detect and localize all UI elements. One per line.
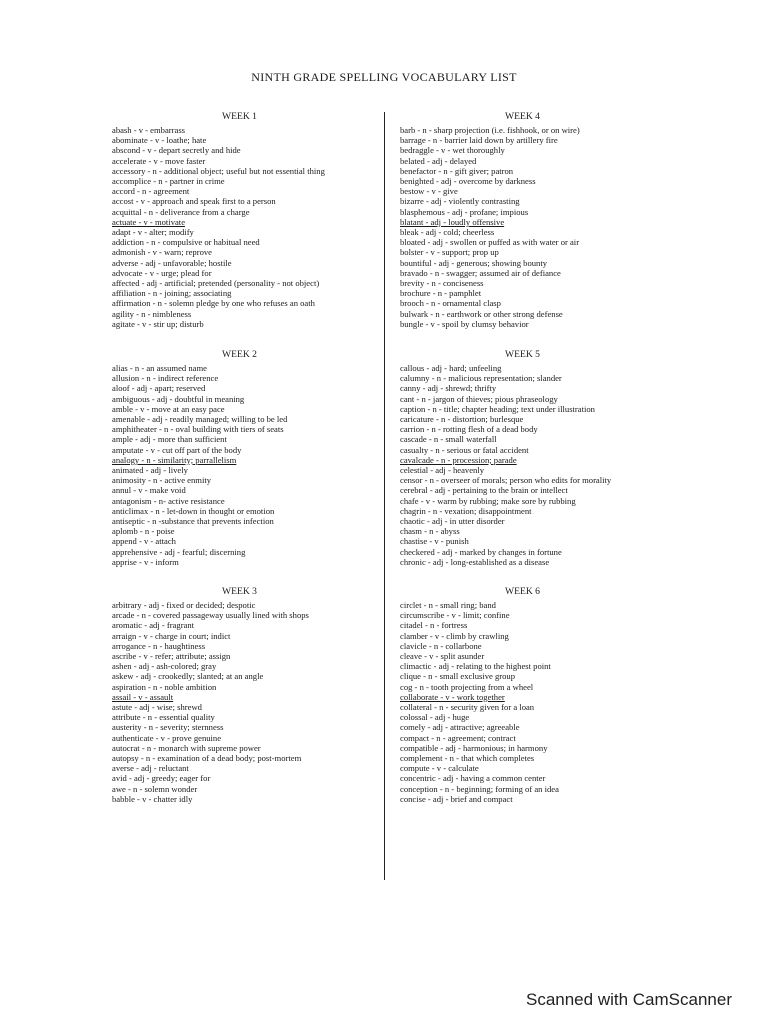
vocabulary-entry: barrage - n - barrier laid down by artillery fire xyxy=(400,135,558,146)
vocabulary-entry: chronic - adj - long-established as a disease xyxy=(400,556,550,567)
vocabulary-entry: bulwark - n - earthwork or other strong defense xyxy=(400,308,563,319)
vocabulary-entry: colossal - adj - huge xyxy=(400,712,470,723)
vocabulary-entry: censor - n - overseer of morals; person who edits for morality xyxy=(400,475,612,486)
vocabulary-entry: chafe - v - warm by rubbing; make sore by rubbing xyxy=(400,495,576,506)
vocabulary-entry: chasm - n - abyss xyxy=(400,526,460,537)
vocabulary-entry: advocate - v - urge; plead for xyxy=(112,267,212,278)
week-heading: WEEK 2 xyxy=(222,349,257,360)
vocabulary-entry: animosity - n - active enmity xyxy=(112,475,212,486)
vocabulary-entry: arraign - v - charge in court; indict xyxy=(112,630,231,641)
vocabulary-entry: clavicle - n - collarbone xyxy=(400,640,482,651)
vocabulary-entry: abash - v - embarrass xyxy=(112,125,186,135)
vocabulary-entry: attribute - n - essential quality xyxy=(112,712,215,723)
vocabulary-entry: climactic - adj - relating to the highest point xyxy=(400,661,551,672)
vocabulary-entry: admonish - v - warn; reprove xyxy=(112,247,212,258)
vocabulary-entry: arrogance - n - haughtiness xyxy=(112,640,206,651)
vocabulary-entry: apprise - v - inform xyxy=(112,556,179,567)
vocabulary-entry: clique - n - small exclusive group xyxy=(400,671,516,682)
vocabulary-entry: ambiguous - adj - doubtful in meaning xyxy=(112,393,245,404)
vocabulary-entry: canny - adj - shrewd; thrifty xyxy=(400,383,497,394)
vocabulary-entry: avid - adj - greedy; eager for xyxy=(112,773,211,784)
vocabulary-entry: bedraggle - v - wet thoroughly xyxy=(400,145,505,156)
vocabulary-entry: citadel - n - fortress xyxy=(400,620,468,631)
vocabulary-entry: brooch - n - ornamental clasp xyxy=(400,298,501,309)
vocabulary-entry: accost - v - approach and speak first to a person xyxy=(112,196,276,207)
vocabulary-entry: assail - v - assault xyxy=(112,691,174,702)
week-heading: WEEK 1 xyxy=(222,111,257,122)
vocabulary-entry: bravado - n - swagger; assumed air of defiance xyxy=(400,267,561,278)
vocabulary-entry: amenable - adj - readily managed; willing to be led xyxy=(112,414,288,424)
vocabulary-entry: aplomb - n - poise xyxy=(112,526,175,537)
vocabulary-entry: calumny - n - malicious representation; slander xyxy=(400,373,562,384)
vocabulary-entry: benefactor - n - gift giver; patron xyxy=(400,165,514,176)
vocabulary-entry: allusion - n - indirect reference xyxy=(112,373,219,384)
scanner-watermark: Scanned with CamScanner xyxy=(525,990,732,1009)
vocabulary-entry: celestial - adj - heavenly xyxy=(400,465,484,475)
column-divider xyxy=(384,112,385,880)
vocabulary-entry: chaotic - adj - in utter disorder xyxy=(400,516,505,526)
vocabulary-entry: arcade - n - covered passageway usually lined with shops xyxy=(112,610,309,621)
vocabulary-entry: austerity - n - severity; sternness xyxy=(112,722,224,733)
vocabulary-entry: clamber - v - climb by crawling xyxy=(400,630,509,641)
vocabulary-entry: collateral - n - security given for a loan xyxy=(400,702,535,712)
vocabulary-entry: analogy - n - similarity; parrallelism xyxy=(112,454,237,465)
vocabulary-entry: anticlimax - n - let-down in thought or emotion xyxy=(112,505,275,516)
vocabulary-entry: compatible - adj - harmonious; in harmony xyxy=(400,742,548,753)
vocabulary-entry: casualty - n - serious or fatal accident xyxy=(400,444,529,455)
vocabulary-entry: cant - n - jargon of thieves; pious phraseology xyxy=(400,393,558,404)
vocabulary-entry: ample - adj - more than sufficient xyxy=(112,434,227,445)
vocabulary-entry: ashen - adj - ash-colored; gray xyxy=(112,661,217,672)
vocabulary-entry: amputate - v - cut off part of the body xyxy=(112,444,242,455)
vocabulary-entry: caption - n - title; chapter heading; text under illustration xyxy=(400,403,595,414)
vocabulary-entry: averse - adj - reluctant xyxy=(112,763,189,774)
vocabulary-entry: aromatic - adj - fragrant xyxy=(112,620,195,631)
vocabulary-entry: accelerate - v - move faster xyxy=(112,155,206,166)
vocabulary-entry: bloated - adj - swollen or puffed as with water or air xyxy=(400,237,580,248)
vocabulary-entry: antiseptic - n -substance that prevents infection xyxy=(112,516,274,526)
week-heading: WEEK 3 xyxy=(222,586,257,597)
vocabulary-entry: belated - adj - delayed xyxy=(400,155,477,166)
vocabulary-entry: accomplice - n - partner in crime xyxy=(112,176,225,186)
vocabulary-entry: affected - adj - artificial; pretended (personality - not object) xyxy=(112,278,320,288)
vocabulary-entry: cerebral - adj - pertaining to the brain or intellect xyxy=(400,485,568,496)
vocabulary-entry: circlet - n - small ring; band xyxy=(400,600,496,610)
vocabulary-entry: actuate - v - motivate xyxy=(112,216,186,227)
vocabulary-entry: bungle - v - spoil by clumsy behavior xyxy=(400,318,529,329)
vocabulary-entry: arbitrary - adj - fixed or decided; despotic xyxy=(112,600,256,610)
vocabulary-entry: awe - n - solemn wonder xyxy=(112,783,198,794)
vocabulary-entry: concentric - adj - having a common center xyxy=(400,773,546,784)
vocabulary-entry: ascribe - v - refer; attribute; assign xyxy=(112,651,231,661)
vocabulary-entry: cavalcade - n - procession; parade xyxy=(400,454,517,465)
vocabulary-entry: checkered - adj - marked by changes in fortune xyxy=(400,546,562,557)
vocabulary-entry: adapt - v - alter; modify xyxy=(112,227,194,237)
vocabulary-entry: bountiful - adj - generous; showing bounty xyxy=(400,257,548,268)
vocabulary-entry: babble - v - chatter idly xyxy=(112,793,193,804)
vocabulary-entry: chastise - v - punish xyxy=(400,536,469,547)
vocabulary-entry: agility - n - nimbleness xyxy=(112,308,192,319)
vocabulary-entry: alias - n - an assumed name xyxy=(112,363,207,373)
vocabulary-entry: compute - v - calculate xyxy=(400,763,479,774)
vocabulary-entry: append - v - attach xyxy=(112,536,176,547)
vocabulary-entry: bleak - adj - cold; cheerless xyxy=(400,227,495,237)
vocabulary-entry: agitate - v - stir up; disturb xyxy=(112,318,204,329)
vocabulary-entry: affiliation - n - joining; associating xyxy=(112,288,232,299)
vocabulary-entry: complement - n - that which completes xyxy=(400,753,535,763)
week-heading: WEEK 6 xyxy=(505,586,540,597)
vocabulary-entry: caricature - n - distortion; burlesque xyxy=(400,414,524,424)
vocabulary-entry: affirmation - n - solemn pledge by one who refuses an oath xyxy=(112,298,315,309)
vocabulary-entry: amble - v - move at an easy pace xyxy=(112,403,225,414)
vocabulary-entry: astute - adj - wise; shrewd xyxy=(112,702,202,712)
vocabulary-entry: blasphemous - adj - profane; impious xyxy=(400,206,529,217)
vocabulary-entry: annul - v - make void xyxy=(112,485,186,496)
vocabulary-entry: concise - adj - brief and compact xyxy=(400,793,513,804)
vocabulary-entry: aspiration - n - noble ambition xyxy=(112,681,217,692)
vocabulary-entry: conception - n - beginning; forming of an idea xyxy=(400,783,559,794)
vocabulary-entry: apprehensive - adj - fearful; discerning xyxy=(112,546,246,557)
vocabulary-entry: bestow - v - give xyxy=(400,186,458,197)
vocabulary-entry: cleave - v - split asunder xyxy=(400,651,485,661)
vocabulary-entry: collaborate - v - work together xyxy=(400,691,505,702)
week-heading: WEEK 5 xyxy=(505,349,540,360)
week-heading: WEEK 4 xyxy=(505,111,540,122)
page-title: NINTH GRADE SPELLING VOCABULARY LIST xyxy=(251,70,517,84)
vocabulary-entry: bizarre - adj - violently contrasting xyxy=(400,196,520,207)
vocabulary-entry: carrion - n - rotting flesh of a dead body xyxy=(400,424,538,435)
vocabulary-entry: autopsy - n - examination of a dead body; post-mortem xyxy=(112,753,302,763)
vocabulary-entry: brevity - n - conciseness xyxy=(400,278,484,288)
vocabulary-entry: acquittal - n - deliverance from a charge xyxy=(112,206,250,217)
vocabulary-entry: accessory - n - additional object; useful but not essential thing xyxy=(112,165,325,176)
vocabulary-entry: barb - n - sharp projection (i.e. fishhook, or on wire) xyxy=(400,125,580,135)
vocabulary-entry: addiction - n - compulsive or habitual need xyxy=(112,237,260,248)
vocabulary-entry: abscond - v - depart secretly and hide xyxy=(112,145,241,156)
vocabulary-entry: blatant - adj - loudly offensive xyxy=(400,216,505,227)
vocabulary-entry: compact - n - agreement; contract xyxy=(400,732,516,743)
vocabulary-entry: abominate - v - loathe; hate xyxy=(112,135,207,146)
vocabulary-entry: antagonism - n- active resistance xyxy=(112,495,225,506)
vocabulary-entry: brochure - n - pamphlet xyxy=(400,288,482,299)
vocabulary-entry: askew - adj - crookedly; slanted; at an angle xyxy=(112,671,264,682)
vocabulary-entry: comely - adj - attractive; agreeable xyxy=(400,722,520,733)
vocabulary-entry: adverse - adj - unfavorable; hostile xyxy=(112,257,232,268)
vocabulary-entry: authenticate - v - prove genuine xyxy=(112,732,222,743)
vocabulary-entry: aloof - adj - apart; reserved xyxy=(112,383,206,394)
vocabulary-entry: chagrin - n - vexation; disappointment xyxy=(400,505,532,516)
vocabulary-entry: amphitheater - n - oval building with tiers of seats xyxy=(112,424,284,435)
vocabulary-entry: cog - n - tooth projecting from a wheel xyxy=(400,681,534,692)
vocabulary-entry: accord - n - agreement xyxy=(112,186,190,197)
vocabulary-entry: circumscribe - v - limit; confine xyxy=(400,610,510,621)
vocabulary-entry: animated - adj - lively xyxy=(112,465,188,475)
vocabulary-entry: benighted - adj - overcome by darkness xyxy=(400,176,536,186)
vocabulary-entry: bolster - v - support; prop up xyxy=(400,247,499,258)
vocabulary-entry: callous - adj - hard; unfeeling xyxy=(400,363,502,373)
vocabulary-entry: autocrat - n - monarch with supreme power xyxy=(112,742,261,753)
vocabulary-entry: cascade - n - small waterfall xyxy=(400,434,497,445)
